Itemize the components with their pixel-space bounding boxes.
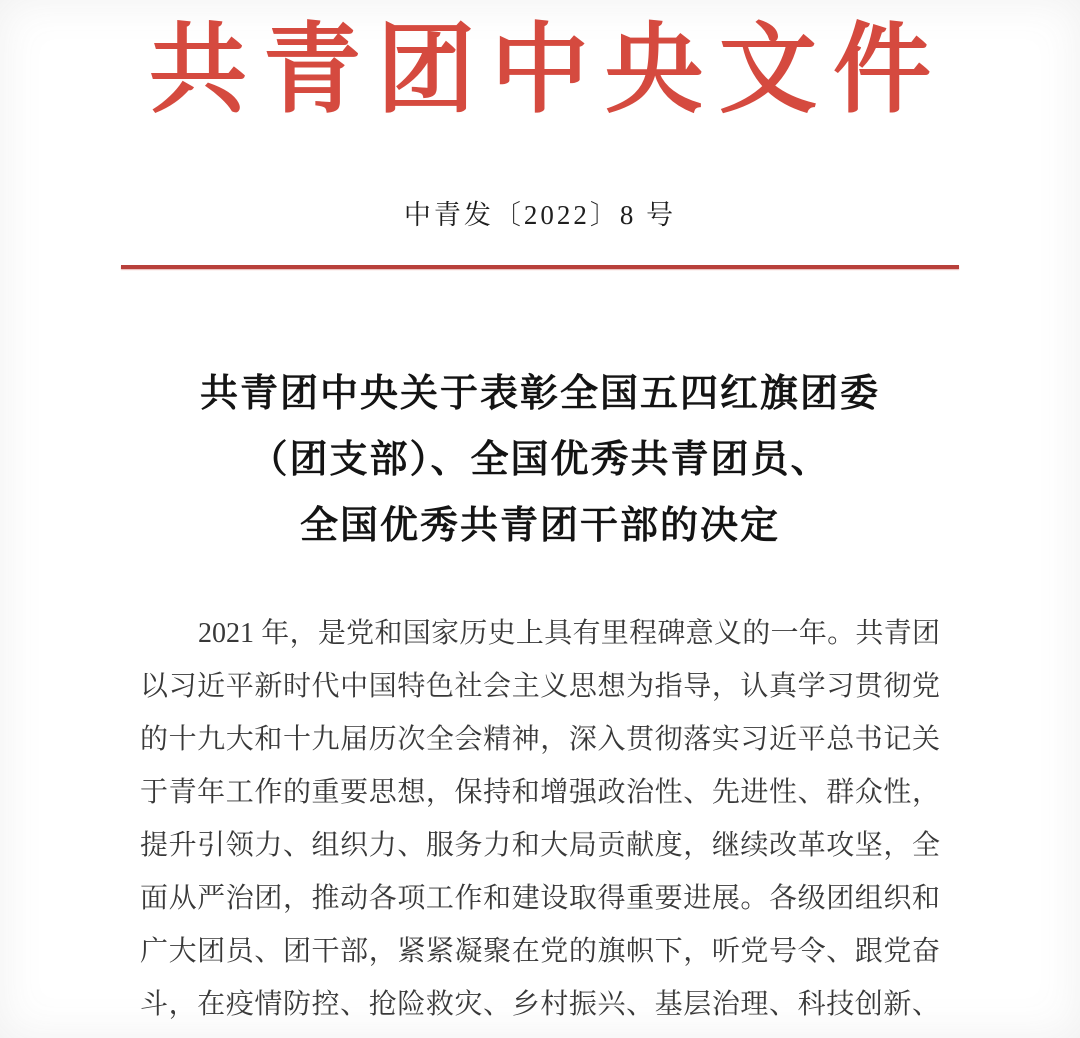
document-title-line-1: 共青团中央关于表彰全国五四红旗团委 <box>199 372 880 415</box>
document-title-line-2: （团支部）、全国优秀共青团员、 <box>249 438 831 481</box>
body-text-line-5: 提升引领力、组织力、服务力和大局贡献度，继续改革攻坚，全 <box>140 829 940 861</box>
body-text-line-3: 的十九大和十九届历次全会精神，深入贯彻落实习近平总书记关 <box>140 723 940 755</box>
body-text-line-7: 广大团员、团干部，紧紧凝聚在党的旗帜下，听党号令、跟党奋 <box>140 935 940 967</box>
body-text-line-4: 于青年工作的重要思想，保持和增强政治性、先进性、群众性， <box>140 776 940 808</box>
document-number: 中青发〔2022〕8 号 <box>403 199 677 230</box>
body-text-line-2: 以习近平新时代中国特色社会主义思想为指导，认真学习贯彻党 <box>140 670 940 702</box>
red-divider-line <box>121 265 959 269</box>
body-text-line-1: 2021 年，是党和国家历史上具有里程碑意义的一年。共青团 <box>198 617 940 649</box>
body-text-line-6: 面从严治团，推动各项工作和建设取得重要进展。各级团组织和 <box>140 882 940 914</box>
document-title-line-3: 全国优秀共青团干部的决定 <box>299 504 780 547</box>
letterhead-title: 共青团中央文件 <box>148 17 947 125</box>
body-paragraph <box>140 607 940 1031</box>
document-title <box>0 361 1080 559</box>
body-text-line-8: 斗，在疫情防控、抢险救灾、乡村振兴、基层治理、科技创新、 <box>140 988 940 1020</box>
